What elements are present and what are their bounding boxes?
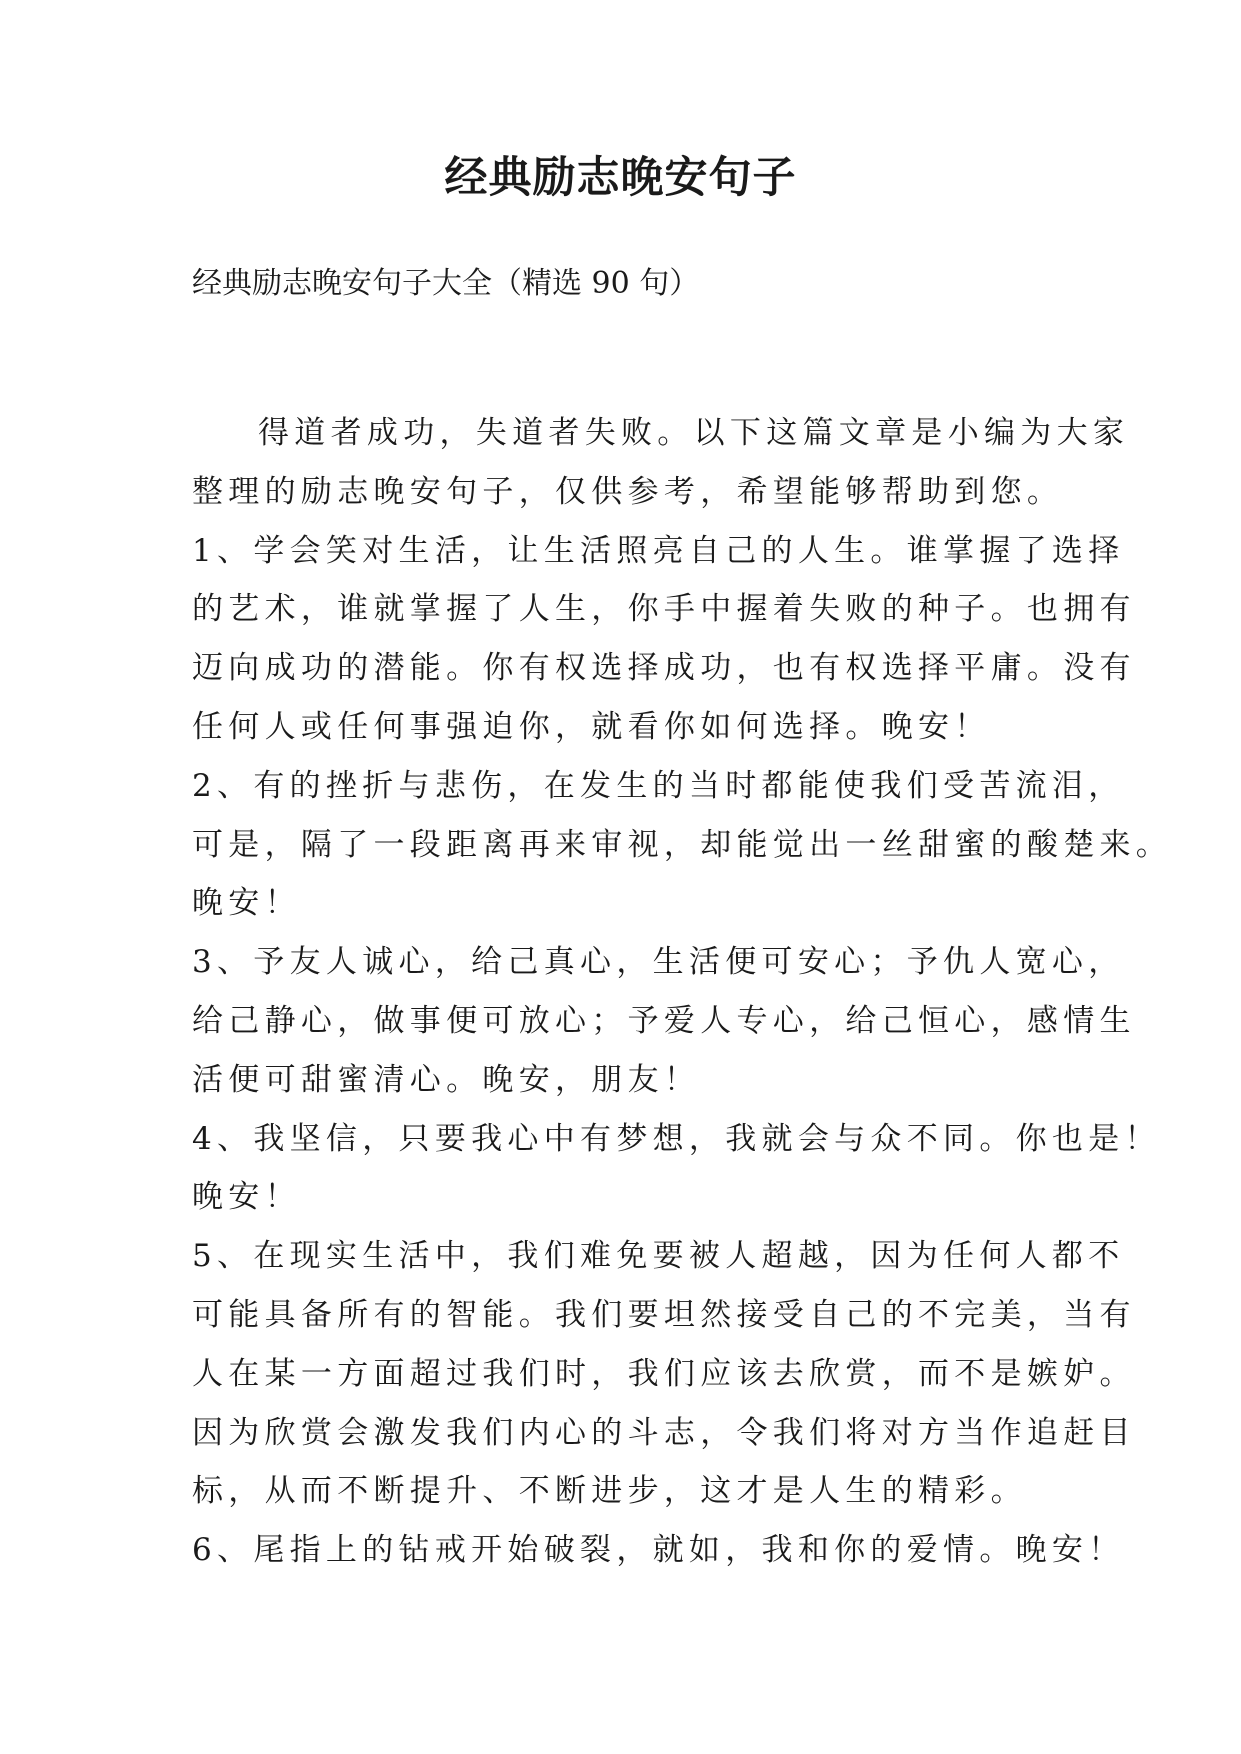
body-line: 1、学会笑对生活，让生活照亮自己的人生。谁掌握了选择 xyxy=(192,532,1125,569)
body-line: 可是，隔了一段距离再来审视，却能觉出一丝甜蜜的酸楚来。 xyxy=(192,826,1173,863)
body-line: 晚安！ xyxy=(192,885,301,922)
body-line: 标，从而不断提升、不断进步，这才是人生的精彩。 xyxy=(192,1473,1027,1510)
body-line: 6、尾指上的钻戒开始破裂，就如，我和你的爱情。晚安！ xyxy=(192,1532,1125,1569)
body-line: 活便可甜蜜清心。晚安，朋友！ xyxy=(192,1061,701,1098)
body-line: 5、在现实生活中，我们难免要被人超越，因为任何人都不 xyxy=(192,1238,1125,1275)
body-line: 的艺术，谁就掌握了人生，你手中握着失败的种子。也拥有 xyxy=(192,591,1136,628)
body-line: 4、我坚信，只要我心中有梦想，我就会与众不同。你也是！ xyxy=(192,1120,1161,1157)
body-line: 迈向成功的潜能。你有权选择成功，也有权选择平庸。没有 xyxy=(192,650,1136,687)
body-line: 因为欣赏会激发我们内心的斗志，令我们将对方当作追赶目 xyxy=(192,1414,1136,1451)
body-line: 3、予友人诚心，给己真心，生活便可安心；予仇人宽心， xyxy=(192,944,1125,981)
document-subtitle: 经典励志晚安句子大全（精选 90 句） xyxy=(192,266,700,301)
body-line: 2、有的挫折与悲伤，在发生的当时都能使我们受苦流泪， xyxy=(192,767,1125,804)
document-title: 经典励志晚安句子 xyxy=(444,153,797,203)
body-line: 可能具备所有的智能。我们要坦然接受自己的不完美，当有 xyxy=(192,1296,1136,1333)
body-line: 晚安！ xyxy=(192,1179,301,1216)
document-body xyxy=(192,404,1173,1580)
body-line: 整理的励志晚安句子，仅供参考，希望能够帮助到您。 xyxy=(192,473,1064,510)
body-line: 任何人或任何事强迫你，就看你如何选择。晚安！ xyxy=(192,708,991,745)
body-line: 人在某一方面超过我们时，我们应该去欣赏，而不是嫉妒。 xyxy=(192,1355,1136,1392)
body-line: 给己静心，做事便可放心；予爱人专心，给己恒心，感情生 xyxy=(192,1002,1136,1039)
body-line: 得道者成功，失道者失败。以下这篇文章是小编为大家 xyxy=(258,415,1130,451)
